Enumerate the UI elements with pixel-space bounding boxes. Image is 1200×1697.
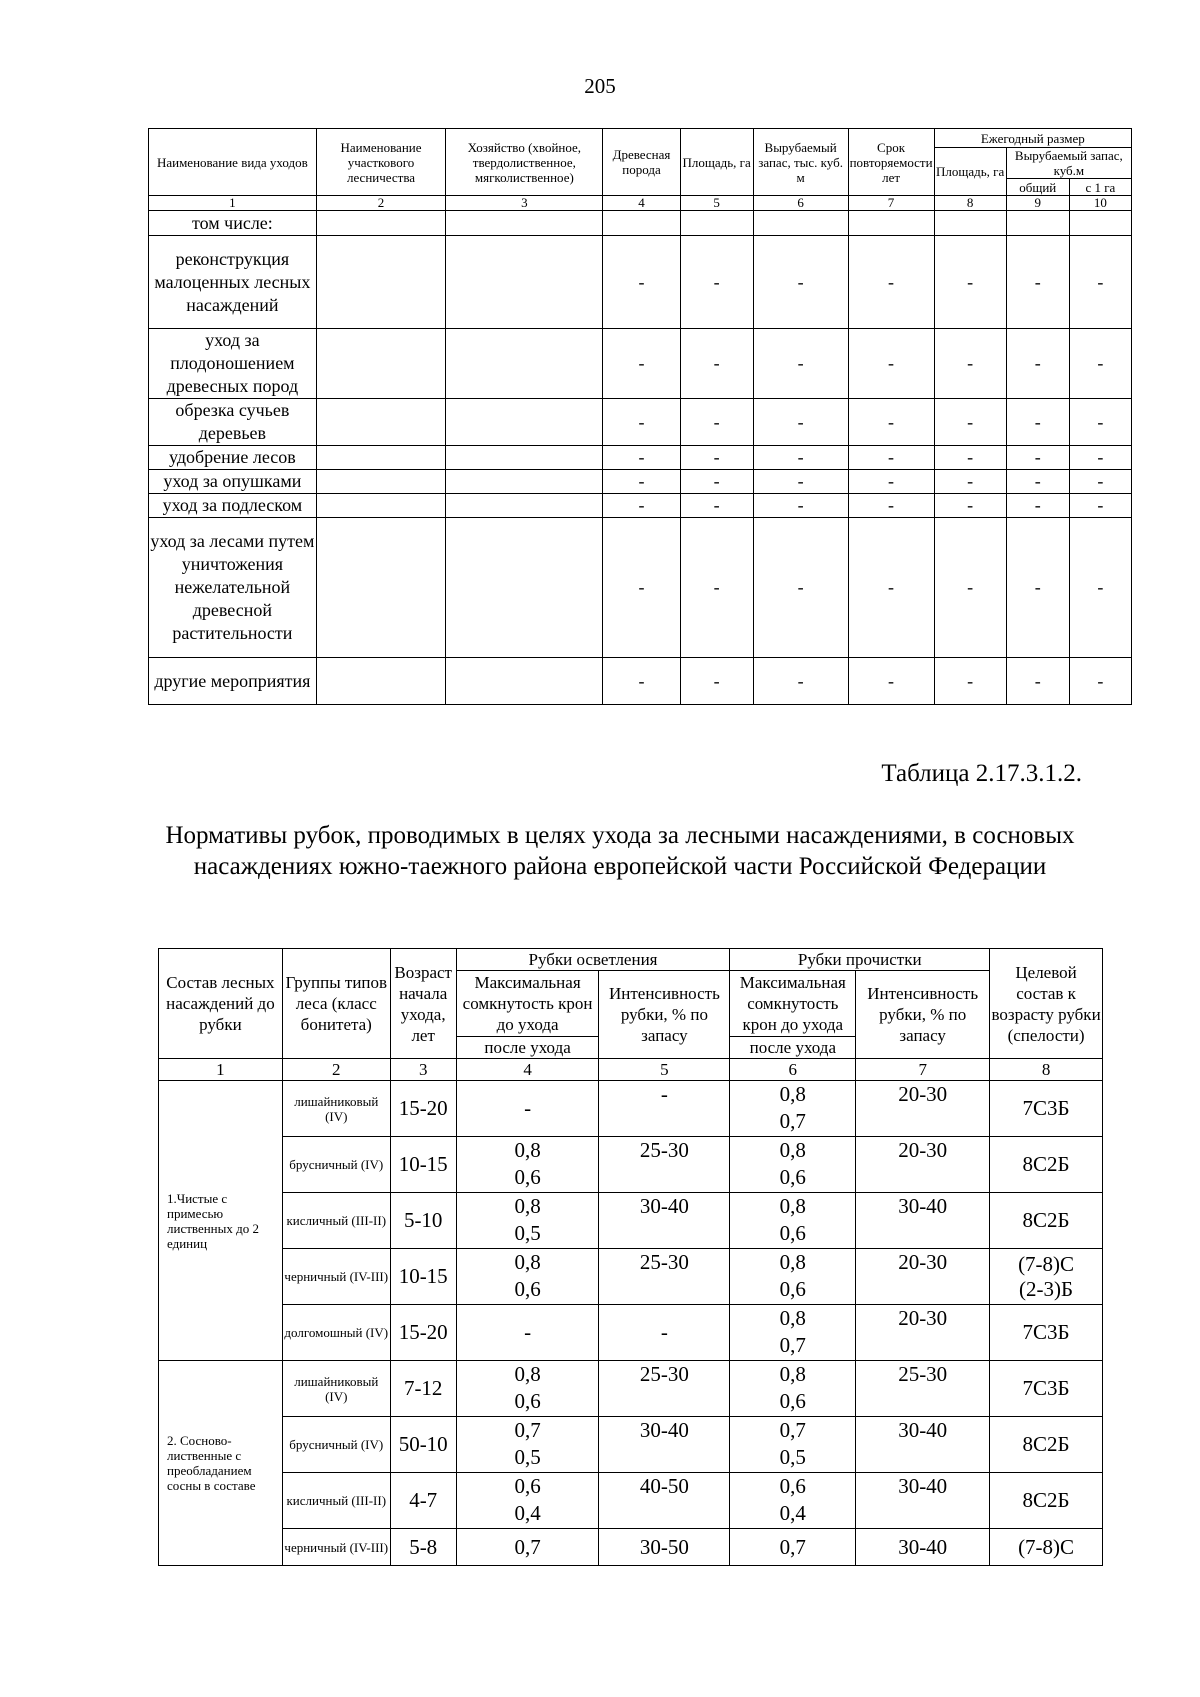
cell-value: - bbox=[680, 518, 753, 658]
header-total: общий bbox=[1006, 179, 1069, 196]
closure-after: 0,7 bbox=[779, 1333, 806, 1357]
cell-value: - bbox=[603, 329, 680, 399]
cell-value: - bbox=[848, 494, 934, 518]
closure-before: 0,8 bbox=[514, 1250, 541, 1274]
header-intensity: Интенсивность рубки, % по запасу bbox=[599, 971, 730, 1059]
table-row-name: обрезка сучьев деревьев bbox=[149, 399, 317, 446]
cell-value: - bbox=[753, 446, 848, 470]
cleaning-closure bbox=[730, 1417, 856, 1473]
cleaning-closure bbox=[730, 1081, 856, 1137]
cell-value: - bbox=[753, 494, 848, 518]
target-line: (2-3)Б bbox=[1019, 1276, 1074, 1301]
cell-value: - bbox=[934, 518, 1006, 658]
header-start-age: Возраст начала ухода, лет bbox=[390, 949, 456, 1059]
row-label-including: том числе: bbox=[149, 211, 317, 236]
col-number: 7 bbox=[856, 1059, 990, 1081]
forest-type: лишайниковый (IV) bbox=[282, 1081, 390, 1137]
cleaning-closure bbox=[730, 1361, 856, 1417]
closure-before: 0,8 bbox=[779, 1194, 806, 1218]
clearing-closure: 0,7 bbox=[456, 1529, 599, 1566]
closure-after: 0,4 bbox=[514, 1501, 541, 1525]
header-forest-type-groups: Группы типов леса (класс бонитета) bbox=[282, 949, 390, 1059]
cell-value: - bbox=[603, 494, 680, 518]
clearing-closure bbox=[456, 1193, 599, 1249]
header-after-care: после ухода bbox=[730, 1037, 856, 1059]
cell-value: - bbox=[1006, 446, 1069, 470]
cell-value: - bbox=[1069, 494, 1131, 518]
clearing-intensity: 25-30 bbox=[599, 1137, 730, 1193]
cell-value: - bbox=[603, 658, 680, 705]
cell-value: - bbox=[934, 470, 1006, 494]
cell-value: - bbox=[848, 446, 934, 470]
cleaning-intensity: 30-40 bbox=[856, 1529, 990, 1566]
cleaning-intensity: 20-30 bbox=[856, 1081, 990, 1137]
cleaning-intensity: 20-30 bbox=[856, 1249, 990, 1305]
cell-value: - bbox=[1006, 470, 1069, 494]
cell-value: - bbox=[753, 658, 848, 705]
col-number: 5 bbox=[599, 1059, 730, 1081]
closure-after: 0,6 bbox=[514, 1277, 541, 1301]
clearing-intensity: 25-30 bbox=[599, 1361, 730, 1417]
cell-value: - bbox=[603, 470, 680, 494]
cell-value: - bbox=[848, 658, 934, 705]
header-economy: Хозяйство (хвойное, твердолиственное, мягколиственное) bbox=[446, 129, 603, 196]
col-number: 8 bbox=[934, 196, 1006, 211]
col-number: 10 bbox=[1069, 196, 1131, 211]
cleaning-closure bbox=[730, 1249, 856, 1305]
cell-value: - bbox=[1069, 658, 1131, 705]
forest-type: кисличный (III-II) bbox=[282, 1193, 390, 1249]
table-row-name: уход за плодоношением древесных пород bbox=[149, 329, 317, 399]
closure-before: 0,6 bbox=[514, 1474, 541, 1498]
group-label: 1.Чистые с примесью лиственных до 2 единиц bbox=[159, 1081, 283, 1361]
clearing-closure bbox=[456, 1473, 599, 1529]
col-number: 2 bbox=[282, 1059, 390, 1081]
cleaning-closure bbox=[730, 1473, 856, 1529]
closure-before: 0,6 bbox=[779, 1474, 806, 1498]
closure-after: 0,4 bbox=[779, 1501, 806, 1525]
forest-type: черничный (IV-III) bbox=[282, 1529, 390, 1566]
forest-type: кисличный (III-II) bbox=[282, 1473, 390, 1529]
cleaning-intensity: 20-30 bbox=[856, 1305, 990, 1361]
cell-value: - bbox=[934, 329, 1006, 399]
target-composition bbox=[990, 1249, 1103, 1305]
col-number: 3 bbox=[390, 1059, 456, 1081]
start-age: 10-15 bbox=[390, 1137, 456, 1193]
target-composition: 8С2Б bbox=[990, 1193, 1103, 1249]
forest-type: брусничный (IV) bbox=[282, 1417, 390, 1473]
cell-value: - bbox=[680, 446, 753, 470]
col-number: 7 bbox=[848, 196, 934, 211]
cell-value: - bbox=[603, 446, 680, 470]
closure-after: 0,5 bbox=[514, 1445, 541, 1469]
cell-value: - bbox=[680, 329, 753, 399]
start-age: 15-20 bbox=[390, 1305, 456, 1361]
clearing-closure bbox=[456, 1137, 599, 1193]
header-area: Площадь, га bbox=[680, 129, 753, 196]
cell-value: - bbox=[680, 470, 753, 494]
header-target-composition: Целевой состав к возрасту рубки (спелости) bbox=[990, 949, 1103, 1059]
cell-value: - bbox=[1006, 518, 1069, 658]
clearing-closure: - bbox=[456, 1305, 599, 1361]
cleaning-intensity: 30-40 bbox=[856, 1193, 990, 1249]
forest-type: долгомошный (IV) bbox=[282, 1305, 390, 1361]
table-row-name: уход за подлеском bbox=[149, 494, 317, 518]
closure-before: 0,7 bbox=[514, 1418, 541, 1442]
closure-after: 0,6 bbox=[779, 1165, 806, 1189]
start-age: 7-12 bbox=[390, 1361, 456, 1417]
closure-after: 0,7 bbox=[779, 1109, 806, 1133]
cleaning-closure bbox=[730, 1305, 856, 1361]
cell-value: - bbox=[1069, 446, 1131, 470]
header-cleaning-cuts: Рубки прочистки bbox=[730, 949, 990, 971]
header-after-care: после ухода bbox=[456, 1037, 599, 1059]
cleaning-intensity: 30-40 bbox=[856, 1417, 990, 1473]
closure-after: 0,6 bbox=[514, 1389, 541, 1413]
table-care-activities bbox=[148, 128, 1132, 705]
cell-value: - bbox=[1006, 658, 1069, 705]
header-forestry-district: Наименование участкового лесничества bbox=[316, 129, 446, 196]
header-intensity: Интенсивность рубки, % по запасу bbox=[856, 971, 990, 1059]
start-age: 10-15 bbox=[390, 1249, 456, 1305]
cell-value: - bbox=[753, 470, 848, 494]
forest-type: черничный (IV-III) bbox=[282, 1249, 390, 1305]
cell-value: - bbox=[1006, 494, 1069, 518]
clearing-closure bbox=[456, 1361, 599, 1417]
cell-value: - bbox=[680, 658, 753, 705]
header-annual-cut-stock: Вырубаемый запас, куб.м bbox=[1006, 148, 1131, 179]
cell-value: - bbox=[680, 494, 753, 518]
closure-after: 0,6 bbox=[514, 1165, 541, 1189]
target-line: (7-8)С bbox=[1018, 1251, 1075, 1276]
cell-value: - bbox=[603, 236, 680, 329]
header-cut-stock: Вырубаемый запас, тыс. куб. м bbox=[753, 129, 848, 196]
cell-value: - bbox=[934, 494, 1006, 518]
cell-value: - bbox=[603, 518, 680, 658]
cell-value: - bbox=[934, 399, 1006, 446]
col-number: 2 bbox=[316, 196, 446, 211]
table-caption: Таблица 2.17.3.1.2. bbox=[881, 760, 1082, 787]
closure-before: 0,8 bbox=[779, 1306, 806, 1330]
closure-after: 0,5 bbox=[514, 1221, 541, 1245]
cell-value: - bbox=[1069, 518, 1131, 658]
cell-value: - bbox=[753, 399, 848, 446]
target-composition: 8С2Б bbox=[990, 1417, 1103, 1473]
cell-value: - bbox=[1006, 399, 1069, 446]
col-number: 8 bbox=[990, 1059, 1103, 1081]
cell-value: - bbox=[603, 399, 680, 446]
table-row-name: удобрение лесов bbox=[149, 446, 317, 470]
cell-value: - bbox=[934, 658, 1006, 705]
start-age: 4-7 bbox=[390, 1473, 456, 1529]
closure-before: 0,8 bbox=[779, 1082, 806, 1106]
cell-value: - bbox=[1069, 236, 1131, 329]
page-number: 205 bbox=[584, 74, 616, 98]
closure-before: 0,8 bbox=[779, 1250, 806, 1274]
col-number: 3 bbox=[446, 196, 603, 211]
closure-after: 0,6 bbox=[779, 1389, 806, 1413]
cell-value: - bbox=[848, 518, 934, 658]
cleaning-closure bbox=[730, 1137, 856, 1193]
cell-value: - bbox=[1006, 329, 1069, 399]
target-composition: 7С3Б bbox=[990, 1305, 1103, 1361]
closure-before: 0,8 bbox=[514, 1194, 541, 1218]
group-label: 2. Сосново-лиственные с преобладанием сосны в составе bbox=[159, 1361, 283, 1566]
cell-value: - bbox=[1069, 329, 1131, 399]
cleaning-closure: 0,7 bbox=[730, 1529, 856, 1566]
header-max-closure: Максимальная сомкнутость крон до ухода bbox=[730, 971, 856, 1037]
header-care-type: Наименование вида уходов bbox=[149, 129, 317, 196]
clearing-closure bbox=[456, 1249, 599, 1305]
start-age: 50-10 bbox=[390, 1417, 456, 1473]
header-annual-area: Площадь, га bbox=[934, 148, 1006, 196]
col-number: 6 bbox=[730, 1059, 856, 1081]
header-composition: Состав лесных насаждений до рубки bbox=[159, 949, 283, 1059]
col-number: 5 bbox=[680, 196, 753, 211]
target-composition: 8С2Б bbox=[990, 1473, 1103, 1529]
closure-before: 0,8 bbox=[514, 1138, 541, 1162]
clearing-closure bbox=[456, 1417, 599, 1473]
cell-value: - bbox=[680, 236, 753, 329]
target-composition: (7-8)С bbox=[990, 1529, 1103, 1566]
start-age: 5-8 bbox=[390, 1529, 456, 1566]
cleaning-intensity: 20-30 bbox=[856, 1137, 990, 1193]
closure-after: 0,6 bbox=[779, 1277, 806, 1301]
closure-after: 0,6 bbox=[779, 1221, 806, 1245]
cell-value: - bbox=[934, 446, 1006, 470]
clearing-intensity: 30-50 bbox=[599, 1529, 730, 1566]
clearing-intensity: - bbox=[599, 1081, 730, 1137]
table-row-name: уход за лесами путем уничтожения нежелательной древесной растительности bbox=[149, 518, 317, 658]
clearing-closure: - bbox=[456, 1081, 599, 1137]
clearing-intensity: 25-30 bbox=[599, 1249, 730, 1305]
clearing-intensity: 40-50 bbox=[599, 1473, 730, 1529]
cell-value: - bbox=[680, 399, 753, 446]
cell-value: - bbox=[848, 399, 934, 446]
cell-value: - bbox=[753, 236, 848, 329]
cell-value: - bbox=[753, 518, 848, 658]
target-composition: 8С2Б bbox=[990, 1137, 1103, 1193]
closure-before: 0,7 bbox=[779, 1418, 806, 1442]
table-row-name: другие мероприятия bbox=[149, 658, 317, 705]
clearing-intensity: 30-40 bbox=[599, 1193, 730, 1249]
target-composition: 7С3Б bbox=[990, 1361, 1103, 1417]
col-number: 6 bbox=[753, 196, 848, 211]
table-cutting-norms bbox=[158, 948, 1103, 1566]
cell-value: - bbox=[934, 236, 1006, 329]
clearing-intensity: - bbox=[599, 1305, 730, 1361]
target-composition: 7С3Б bbox=[990, 1081, 1103, 1137]
header-annual-size: Ежегодный размер bbox=[934, 129, 1131, 148]
closure-after: 0,5 bbox=[779, 1445, 806, 1469]
cell-value: - bbox=[1069, 399, 1131, 446]
table-title: Нормативы рубок, проводимых в целях ухода за лесными насаждениями, в сосновых насаждениях южно-таежного района европейской части Российской Федерации bbox=[165, 822, 1075, 880]
closure-before: 0,8 bbox=[779, 1138, 806, 1162]
cell-value: - bbox=[848, 329, 934, 399]
col-number: 1 bbox=[149, 196, 317, 211]
col-number: 4 bbox=[603, 196, 680, 211]
cell-value: - bbox=[1069, 470, 1131, 494]
start-age: 5-10 bbox=[390, 1193, 456, 1249]
start-age: 15-20 bbox=[390, 1081, 456, 1137]
closure-before: 0,8 bbox=[514, 1362, 541, 1386]
cell-value: - bbox=[753, 329, 848, 399]
cell-value: - bbox=[848, 236, 934, 329]
cleaning-closure bbox=[730, 1193, 856, 1249]
header-per-ha: с 1 га bbox=[1069, 179, 1131, 196]
cleaning-intensity: 30-40 bbox=[856, 1473, 990, 1529]
header-clearing-cuts: Рубки осветления bbox=[456, 949, 730, 971]
closure-before: 0,8 bbox=[779, 1362, 806, 1386]
col-number: 1 bbox=[159, 1059, 283, 1081]
header-tree-species: Древесная порода bbox=[603, 129, 680, 196]
table-row-name: реконструкция малоценных лесных насаждений bbox=[149, 236, 317, 329]
clearing-intensity: 30-40 bbox=[599, 1417, 730, 1473]
col-number: 4 bbox=[456, 1059, 599, 1081]
forest-type: лишайниковый (IV) bbox=[282, 1361, 390, 1417]
cell-value: - bbox=[848, 470, 934, 494]
header-repeat-period: Срок повторяемости лет bbox=[848, 129, 934, 196]
table-row-name: уход за опушками bbox=[149, 470, 317, 494]
cleaning-intensity: 25-30 bbox=[856, 1361, 990, 1417]
cell-value: - bbox=[1006, 236, 1069, 329]
forest-type: брусничный (IV) bbox=[282, 1137, 390, 1193]
col-number: 9 bbox=[1006, 196, 1069, 211]
header-max-closure: Максимальная сомкнутость крон до ухода bbox=[456, 971, 599, 1037]
